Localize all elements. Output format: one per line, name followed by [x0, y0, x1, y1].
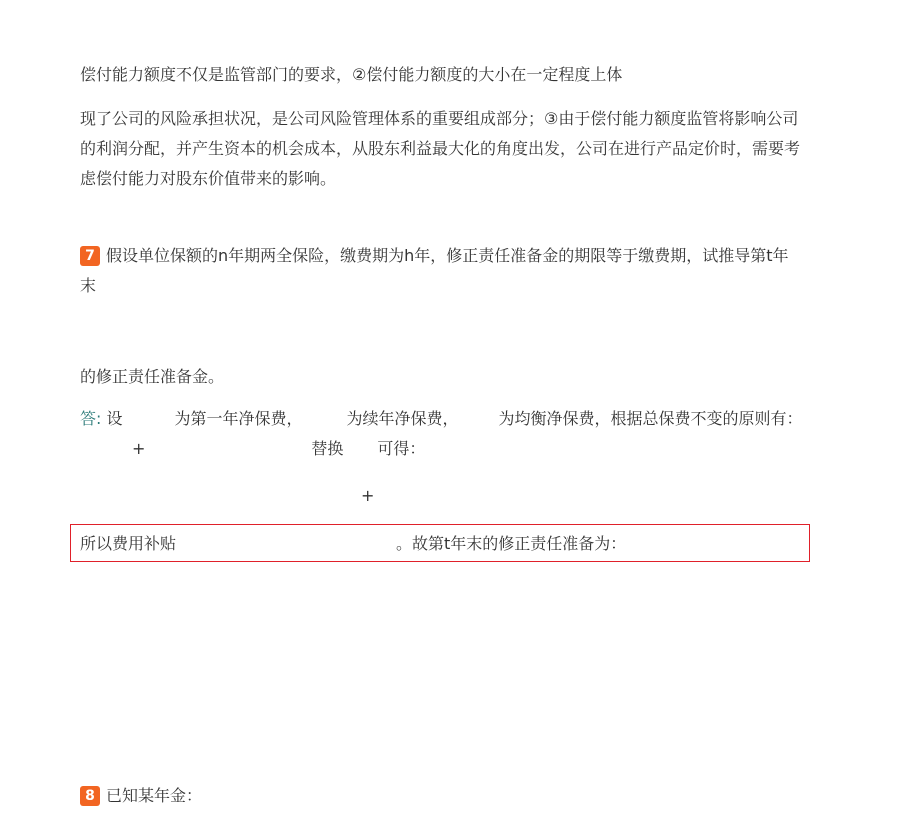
plus-sign: + [132, 439, 146, 458]
question-text: 已知某年金： [106, 786, 203, 805]
question-number-badge: 8 [80, 786, 100, 806]
answer-text: 为第一年净保费， [174, 409, 303, 428]
answer-text: 为均衡净保费，根据总保费不变的原则有： [498, 409, 803, 428]
answer-text: 设 [106, 409, 123, 428]
answer-text: 为续年净保费， [346, 409, 459, 428]
question-number-badge: 7 [80, 246, 100, 266]
result-text: 。故第t年末的修正责任准备为： [396, 534, 627, 553]
answer-text: 替换 [311, 439, 344, 458]
question-7-continuation: 的修正责任准备金。 [80, 367, 225, 386]
question-8 [80, 781, 804, 811]
clipped-text-line: 偿付能力额度不仅是监管部门的要求，②偿付能力额度的大小在一定程度上体 [80, 65, 623, 84]
answer-paragraph: 现了公司的风险承担状况，是公司风险管理体系的重要组成部分；③由于偿付能力额度监管将影响公司的利润分配，并产生资本的机会成本，从股东利益最大化的角度出发，公司在进行产品定价时，需要考虑偿付能力对股东价值带来的影响。 [80, 109, 801, 188]
question-text: 假设单位保额的n年期两全保险，缴费期为h年，修正责任准备金的期限等于缴费期，试推导第t年末 [80, 246, 789, 295]
result-text: 所以费用补贴 [80, 534, 177, 553]
answer-label: 答: [80, 409, 107, 428]
answer-text: 可得： [377, 439, 426, 458]
highlighted-result-box [70, 524, 810, 562]
plus-sign: + [361, 486, 375, 505]
question-7 [80, 241, 804, 301]
answer-block [80, 404, 804, 464]
